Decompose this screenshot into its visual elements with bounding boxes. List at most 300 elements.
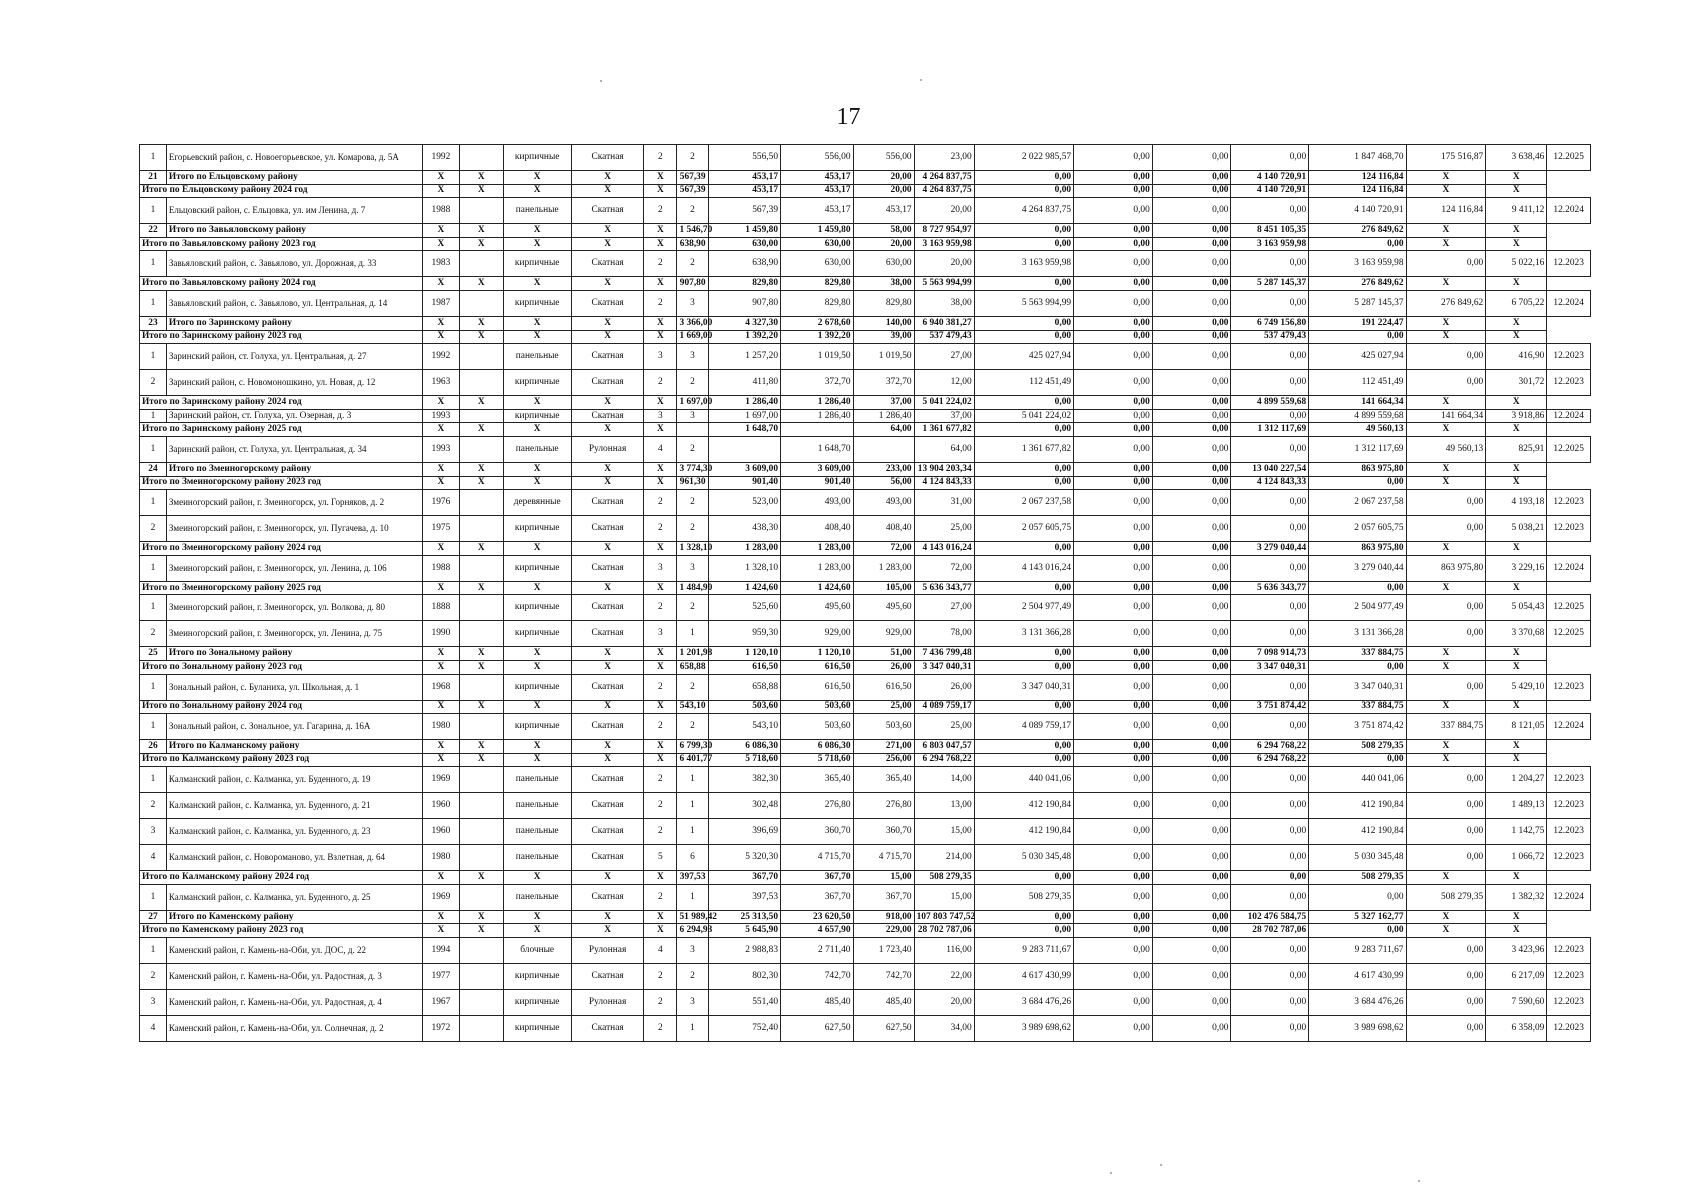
value-cell-f2: 0,00 [1152, 845, 1231, 871]
value-cell-f5: 0,00 [1406, 990, 1486, 1016]
value-cell-a2: 367,70 [708, 871, 780, 885]
value-cell-a2: 495,60 [781, 595, 853, 621]
value-cell-f2: 0,00 [1152, 555, 1231, 581]
x-mark-cell: X [503, 542, 571, 556]
x-mark-cell: X [571, 423, 643, 437]
unit-cost-cell: 1 204,27 [1486, 767, 1547, 793]
x-mark-cell: X [1406, 542, 1486, 556]
value-cell-a3: 1 392,20 [781, 330, 853, 344]
total-label-cell: Итого по Заринскому району 2025 год [140, 423, 423, 437]
value-cell-a2: 3 609,00 [708, 462, 780, 476]
value-cell-f4: 7 098 914,73 [1231, 647, 1309, 661]
value-cell-f3: 0,00 [1231, 714, 1309, 740]
address-cell: Калманский район, с. Калманка, ул. Буденного, д. 21 [166, 793, 422, 819]
table-total-row [140, 660, 1591, 674]
total-label-cell: Итого по Ельцовскому району 2024 год [140, 184, 423, 198]
value-cell-f4: 412 190,84 [1309, 793, 1406, 819]
entrances-cell: 2 [677, 516, 708, 542]
value-cell-a1: 1 484,90 [677, 581, 708, 595]
wall-material-cell: панельные [503, 845, 571, 871]
value-cell-res: 20,00 [914, 198, 974, 224]
page-number: 17 [836, 104, 861, 130]
empty-cell [460, 251, 503, 277]
value-cell-f2: 0,00 [1074, 581, 1153, 595]
value-cell-a3 [781, 423, 853, 437]
value-cell-a3: 627,50 [853, 1016, 914, 1042]
wall-material-cell: панельные [503, 884, 571, 910]
value-cell-cost: 508 279,35 [974, 884, 1073, 910]
floors-cell: 2 [644, 490, 677, 516]
value-cell-res: 31,00 [914, 490, 974, 516]
value-cell-a1: 525,60 [708, 595, 780, 621]
value-cell-f3: 0,00 [1231, 845, 1309, 871]
x-mark-cell: X [571, 660, 643, 674]
floors-cell: 2 [644, 370, 677, 396]
unit-cost-cell: 6 358,09 [1486, 1016, 1547, 1042]
year-cell: 1960 [422, 819, 459, 845]
roof-type-cell: Рулонная [571, 938, 643, 964]
value-cell-f4: 3 347 040,31 [1231, 660, 1309, 674]
value-cell-f3: 0,00 [1152, 277, 1231, 291]
total-label-cell: Итого по Зональному району [166, 647, 422, 661]
value-cell-res: 72,00 [853, 542, 914, 556]
row-number-cell: 1 [140, 674, 167, 700]
deadline-cell: 12.2024 [1547, 555, 1591, 581]
value-cell-res: 22,00 [914, 964, 974, 990]
value-cell-a2: 1 424,60 [708, 581, 780, 595]
x-mark-cell: X [503, 924, 571, 938]
value-cell-a1: 658,88 [677, 660, 708, 674]
value-cell-f1: 0,00 [974, 316, 1073, 330]
value-cell-cost: 9 283 711,67 [974, 938, 1073, 964]
value-cell-f2: 0,00 [1152, 516, 1231, 542]
roof-type-cell: Скатная [571, 884, 643, 910]
floors-cell: 2 [644, 1016, 677, 1042]
value-cell-a3: 493,00 [853, 490, 914, 516]
x-mark-cell: X [1486, 542, 1547, 556]
deadline-cell: 12.2025 [1547, 436, 1591, 462]
x-mark-cell: X [422, 924, 459, 938]
value-cell-cost: 3 347 040,31 [914, 660, 974, 674]
x-mark-cell: X [422, 423, 459, 437]
value-cell-a1: 907,80 [708, 290, 780, 316]
value-cell-f4: 0,00 [1309, 884, 1406, 910]
row-number-cell: 3 [140, 990, 167, 1016]
floors-cell: 3 [644, 555, 677, 581]
value-cell-f3: 0,00 [1152, 910, 1231, 924]
x-mark-cell: X [422, 871, 459, 885]
value-cell-a2: 276,80 [781, 793, 853, 819]
x-mark-cell: X [460, 396, 503, 410]
value-cell-f4: 4 899 559,68 [1231, 396, 1309, 410]
value-cell-a3: 556,00 [853, 145, 914, 171]
x-mark-cell: X [1486, 660, 1547, 674]
value-cell-f3: 0,00 [1231, 938, 1309, 964]
total-label-cell: Итого по Заринскому району 2023 год [140, 330, 423, 344]
value-cell-f5: 191 224,47 [1309, 316, 1406, 330]
value-cell-a1: 638,90 [677, 237, 708, 251]
year-cell: 1967 [422, 990, 459, 1016]
value-cell-cost: 112 451,49 [974, 370, 1073, 396]
value-cell-f3: 0,00 [1152, 224, 1231, 238]
value-cell-f4: 3 279 040,44 [1309, 555, 1406, 581]
value-cell-a2: 453,17 [781, 198, 853, 224]
table-total-row [140, 476, 1591, 490]
entrances-cell: 2 [677, 251, 708, 277]
x-mark-cell: X [503, 171, 571, 185]
wall-material-cell: кирпичные [503, 370, 571, 396]
value-cell-f2: 0,00 [1152, 595, 1231, 621]
entrances-cell: 2 [677, 198, 708, 224]
value-cell-a3: 1 459,80 [781, 224, 853, 238]
value-cell-a3: 616,50 [853, 674, 914, 700]
value-cell-a3: 360,70 [853, 819, 914, 845]
roof-type-cell: Скатная [571, 767, 643, 793]
total-label-cell: Итого по Ельцовскому району [166, 171, 422, 185]
value-cell-f4: 2 067 237,58 [1309, 490, 1406, 516]
value-cell-cost: 440 041,06 [974, 767, 1073, 793]
total-label-cell: Итого по Завьяловскому району [166, 224, 422, 238]
wall-material-cell: деревянные [503, 490, 571, 516]
value-cell-f4: 4 124 843,33 [1231, 476, 1309, 490]
value-cell-cost: 5 563 994,99 [914, 277, 974, 291]
value-cell-f2: 0,00 [1074, 753, 1153, 767]
row-number-cell: 1 [140, 344, 167, 370]
value-cell-a2: 365,40 [781, 767, 853, 793]
value-cell-a3: 4 715,70 [853, 845, 914, 871]
row-number-cell: 27 [140, 910, 167, 924]
value-cell-a3: 453,17 [781, 171, 853, 185]
total-label-cell: Итого по Заринскому району [166, 316, 422, 330]
row-number-cell: 1 [140, 198, 167, 224]
value-cell-f5: 0,00 [1406, 490, 1486, 516]
x-mark-cell: X [503, 462, 571, 476]
value-cell-f4: 4 140 720,91 [1231, 184, 1309, 198]
value-cell-f1: 0,00 [1074, 198, 1153, 224]
value-cell-a2: 493,00 [781, 490, 853, 516]
table-row [140, 290, 1591, 316]
empty-cell [460, 344, 503, 370]
value-cell-a2: 503,60 [781, 714, 853, 740]
value-cell-f1: 0,00 [1074, 990, 1153, 1016]
value-cell-cost: 4 617 430,99 [974, 964, 1073, 990]
row-number-cell: 1 [140, 290, 167, 316]
x-mark-cell: X [1486, 462, 1547, 476]
entrances-cell: 2 [677, 674, 708, 700]
value-cell-res: 20,00 [914, 990, 974, 1016]
value-cell-f3: 0,00 [1231, 964, 1309, 990]
value-cell-f5: 175 516,87 [1406, 145, 1486, 171]
total-label-cell: Итого по Змеиногорскому району 2025 год [140, 581, 423, 595]
value-cell-f3: 0,00 [1152, 184, 1231, 198]
unit-cost-cell: 5 054,43 [1486, 595, 1547, 621]
unit-cost-cell: 4 193,18 [1486, 490, 1547, 516]
x-mark-cell: X [460, 753, 503, 767]
wall-material-cell: кирпичные [503, 964, 571, 990]
housing-repair-table [139, 144, 1591, 1042]
table-row [140, 1016, 1591, 1042]
value-cell-f1: 0,00 [1074, 621, 1153, 647]
value-cell-a3: 365,40 [853, 767, 914, 793]
value-cell-f2: 0,00 [1074, 924, 1153, 938]
floors-cell: 4 [644, 938, 677, 964]
deadline-cell: 12.2023 [1547, 370, 1591, 396]
year-cell: 1990 [422, 621, 459, 647]
x-mark-cell: X [422, 753, 459, 767]
value-cell-f1: 0,00 [1074, 767, 1153, 793]
address-cell: Калманский район, с. Калманка, ул. Буденного, д. 19 [166, 767, 422, 793]
x-mark-cell: X [460, 647, 503, 661]
floors-cell: 2 [644, 516, 677, 542]
x-mark-cell: X [460, 184, 503, 198]
x-mark-cell: X [503, 581, 571, 595]
value-cell-f5: 0,00 [1406, 767, 1486, 793]
x-mark-cell: X [1406, 462, 1486, 476]
address-cell: Змеиногорский район, г. Змеиногорск, ул. Волкова, д. 80 [166, 595, 422, 621]
value-cell-f2: 0,00 [1074, 462, 1153, 476]
value-cell-a1: 1 201,98 [677, 647, 708, 661]
value-cell-a3: 1 019,50 [853, 344, 914, 370]
x-mark-cell: X [1486, 700, 1547, 714]
total-label-cell: Итого по Завьяловскому району 2023 год [140, 237, 423, 251]
unit-cost-cell: 3 638,46 [1486, 145, 1547, 171]
roof-type-cell: Скатная [571, 621, 643, 647]
deadline-cell: 12.2023 [1547, 964, 1591, 990]
value-cell-a2: 1 648,70 [708, 423, 780, 437]
wall-material-cell: кирпичные [503, 1016, 571, 1042]
value-cell-res: 20,00 [914, 251, 974, 277]
roof-type-cell: Скатная [571, 516, 643, 542]
roof-type-cell: Рулонная [571, 990, 643, 1016]
value-cell-f5: 0,00 [1406, 621, 1486, 647]
value-cell-f1: 0,00 [974, 647, 1073, 661]
value-cell-f3: 0,00 [1231, 621, 1309, 647]
value-cell-f1: 0,00 [1074, 516, 1153, 542]
value-cell-a2: 4 715,70 [781, 845, 853, 871]
entrances-cell: 3 [677, 555, 708, 581]
value-cell-a2: 1 286,40 [781, 409, 853, 423]
x-mark-cell: X [571, 277, 643, 291]
value-cell-f1: 0,00 [974, 700, 1073, 714]
empty-cell [460, 819, 503, 845]
deadline-cell: 12.2023 [1547, 793, 1591, 819]
roof-type-cell: Скатная [571, 964, 643, 990]
deadline-cell: 12.2024 [1547, 884, 1591, 910]
x-mark-cell: X [644, 171, 677, 185]
value-cell-cost: 425 027,94 [974, 344, 1073, 370]
value-cell-res: 27,00 [914, 595, 974, 621]
value-cell-a2: 1 648,70 [781, 436, 853, 462]
total-label-cell: Итого по Зональному району 2024 год [140, 700, 423, 714]
value-cell-f2: 0,00 [1152, 370, 1231, 396]
value-cell-res: 64,00 [914, 436, 974, 462]
value-cell-res: 56,00 [853, 476, 914, 490]
value-cell-f3: 0,00 [1152, 462, 1231, 476]
value-cell-f4: 3 751 874,42 [1309, 714, 1406, 740]
wall-material-cell: блочные [503, 938, 571, 964]
table-row [140, 490, 1591, 516]
value-cell-a2: 829,80 [708, 277, 780, 291]
row-number-cell: 1 [140, 714, 167, 740]
row-number-cell: 1 [140, 251, 167, 277]
x-mark-cell: X [571, 871, 643, 885]
total-label-cell: Итого по Калманскому району 2023 год [140, 753, 423, 767]
value-cell-cost: 5 636 343,77 [914, 581, 974, 595]
wall-material-cell: кирпичные [503, 145, 571, 171]
value-cell-res: 38,00 [914, 290, 974, 316]
value-cell-f4: 13 040 227,54 [1231, 462, 1309, 476]
value-cell-cost: 412 190,84 [974, 793, 1073, 819]
empty-cell [460, 964, 503, 990]
year-cell: 1980 [422, 845, 459, 871]
value-cell-res: 229,00 [853, 924, 914, 938]
unit-cost-cell: 7 590,60 [1486, 990, 1547, 1016]
value-cell-res: 14,00 [914, 767, 974, 793]
value-cell-f2: 0,00 [1152, 290, 1231, 316]
floors-cell: 3 [644, 621, 677, 647]
x-mark-cell: X [503, 740, 571, 754]
value-cell-f1: 0,00 [1074, 938, 1153, 964]
value-cell-f1: 0,00 [1074, 555, 1153, 581]
value-cell-cost: 508 279,35 [914, 871, 974, 885]
value-cell-a2: 829,80 [781, 290, 853, 316]
value-cell-a3: 408,40 [853, 516, 914, 542]
x-mark-cell: X [503, 871, 571, 885]
value-cell-a3: 829,80 [781, 277, 853, 291]
value-cell-f5: 0,00 [1309, 924, 1406, 938]
x-mark-cell: X [644, 237, 677, 251]
empty-cell [460, 674, 503, 700]
address-cell: Змеиногорский район, г. Змеиногорск, ул. Ленина, д. 106 [166, 555, 422, 581]
table-total-row [140, 924, 1591, 938]
value-cell-a1: 438,30 [708, 516, 780, 542]
value-cell-f3: 0,00 [1231, 555, 1309, 581]
table-row [140, 595, 1591, 621]
value-cell-res: 13,00 [914, 793, 974, 819]
value-cell-f2: 0,00 [1074, 871, 1153, 885]
x-mark-cell: X [1406, 581, 1486, 595]
value-cell-a3: 485,40 [853, 990, 914, 1016]
x-mark-cell: X [644, 700, 677, 714]
x-mark-cell: X [1486, 910, 1547, 924]
address-cell: Завьяловский район, с. Завьялово, ул. Центральная, д. 14 [166, 290, 422, 316]
value-cell-cost: 4 264 837,75 [974, 198, 1073, 224]
value-cell-f4: 440 041,06 [1309, 767, 1406, 793]
unit-cost-cell: 5 022,16 [1486, 251, 1547, 277]
value-cell-a2: 630,00 [708, 237, 780, 251]
entrances-cell: 2 [677, 964, 708, 990]
value-cell-f1: 0,00 [974, 462, 1073, 476]
value-cell-a2: 901,40 [708, 476, 780, 490]
value-cell-cost: 537 479,43 [914, 330, 974, 344]
empty-cell [460, 1016, 503, 1042]
value-cell-a1: 6 294,93 [677, 924, 708, 938]
value-cell-a1: 1 669,00 [677, 330, 708, 344]
floors-cell: 2 [644, 884, 677, 910]
x-mark-cell: X [571, 171, 643, 185]
value-cell-a2: 2 711,40 [781, 938, 853, 964]
value-cell-f5: 276 849,62 [1309, 277, 1406, 291]
value-cell-a3: 829,80 [853, 290, 914, 316]
value-cell-cost: 8 727 954,97 [914, 224, 974, 238]
wall-material-cell: кирпичные [503, 251, 571, 277]
x-mark-cell: X [503, 647, 571, 661]
x-mark-cell: X [571, 330, 643, 344]
value-cell-f5: 0,00 [1309, 753, 1406, 767]
value-cell-cost: 4 089 759,17 [974, 714, 1073, 740]
value-cell-cost: 28 702 787,06 [914, 924, 974, 938]
value-cell-res: 214,00 [914, 845, 974, 871]
value-cell-f4: 5 287 145,37 [1231, 277, 1309, 291]
deadline-cell: 12.2023 [1547, 990, 1591, 1016]
value-cell-cost: 4 124 843,33 [914, 476, 974, 490]
value-cell-cost: 6 294 768,22 [914, 753, 974, 767]
value-cell-f4: 1 847 468,70 [1309, 145, 1406, 171]
x-mark-cell: X [1406, 740, 1486, 754]
value-cell-f3: 0,00 [1152, 871, 1231, 885]
row-number-cell: 2 [140, 516, 167, 542]
x-mark-cell: X [571, 316, 643, 330]
value-cell-f1: 0,00 [974, 871, 1073, 885]
value-cell-f3: 0,00 [1231, 344, 1309, 370]
table-total-row [140, 700, 1591, 714]
x-mark-cell: X [1406, 396, 1486, 410]
value-cell-f1: 0,00 [1074, 490, 1153, 516]
table-row [140, 516, 1591, 542]
floors-cell: 3 [644, 409, 677, 423]
value-cell-a2: 630,00 [781, 251, 853, 277]
value-cell-f3: 0,00 [1231, 767, 1309, 793]
value-cell-a2: 367,70 [781, 884, 853, 910]
value-cell-f5: 141 664,34 [1406, 409, 1486, 423]
value-cell-a2: 408,40 [781, 516, 853, 542]
value-cell-a3: 630,00 [853, 251, 914, 277]
x-mark-cell: X [1486, 871, 1547, 885]
row-number-cell: 1 [140, 409, 167, 423]
x-mark-cell: X [644, 396, 677, 410]
x-mark-cell: X [460, 462, 503, 476]
value-cell-a2: 360,70 [781, 819, 853, 845]
value-cell-f1: 0,00 [974, 924, 1073, 938]
value-cell-res: 25,00 [914, 714, 974, 740]
value-cell-f2: 0,00 [1152, 964, 1231, 990]
x-mark-cell: X [460, 476, 503, 490]
row-number-cell: 1 [140, 490, 167, 516]
value-cell-cost: 2 057 605,75 [974, 516, 1073, 542]
x-mark-cell: X [644, 647, 677, 661]
value-cell-a2: 1 283,00 [708, 542, 780, 556]
value-cell-f2: 0,00 [1074, 476, 1153, 490]
x-mark-cell: X [460, 660, 503, 674]
value-cell-f2: 0,00 [1152, 674, 1231, 700]
value-cell-f3: 0,00 [1231, 516, 1309, 542]
value-cell-a2: 503,60 [708, 700, 780, 714]
x-mark-cell: X [422, 277, 459, 291]
value-cell-cost: 3 347 040,31 [974, 674, 1073, 700]
value-cell-a1: 411,80 [708, 370, 780, 396]
row-number-cell: 23 [140, 316, 167, 330]
x-mark-cell: X [1486, 476, 1547, 490]
value-cell-a1: 1 546,70 [677, 224, 708, 238]
value-cell-f2: 0,00 [1074, 396, 1153, 410]
value-cell-res: 918,00 [853, 910, 914, 924]
total-label-cell: Итого по Завьяловскому району 2024 год [140, 277, 423, 291]
value-cell-f2: 0,00 [1074, 184, 1153, 198]
value-cell-f1: 0,00 [974, 753, 1073, 767]
value-cell-res: 15,00 [914, 819, 974, 845]
x-mark-cell: X [644, 871, 677, 885]
value-cell-f1: 0,00 [974, 740, 1073, 754]
